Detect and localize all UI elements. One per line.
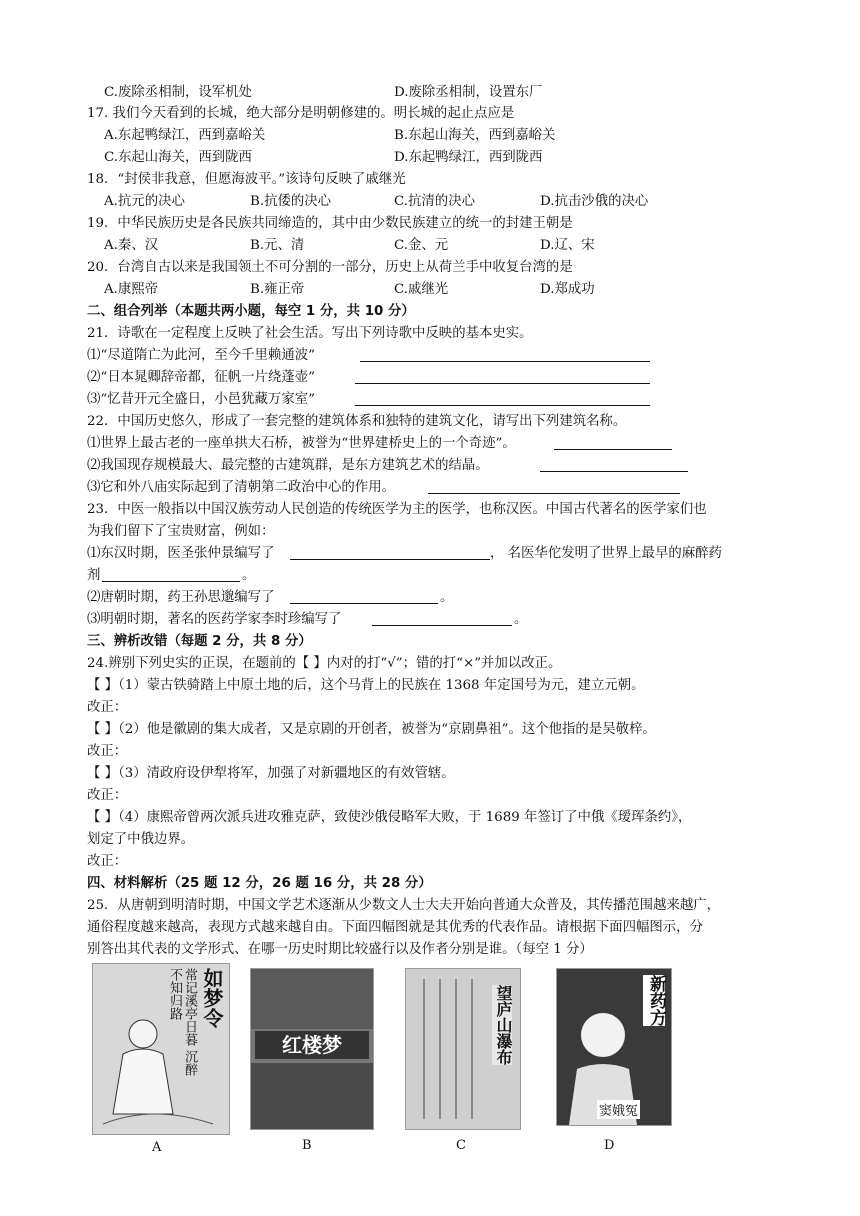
q23-answer-2[interactable] xyxy=(102,568,240,582)
q16-option-c: C.废除丞相制，设军机处 xyxy=(104,85,252,100)
q21-answer-3[interactable] xyxy=(355,392,650,406)
picture-b-bottom-scene xyxy=(251,1063,373,1129)
question-24: 24.辨别下列史实的正误，在题前的【 】内对的打“√”；错的打“×”并加以改正。 xyxy=(87,656,562,671)
caption-a: A xyxy=(152,1140,162,1155)
q23-item-1d: 。 xyxy=(242,568,256,583)
q23-answer-3[interactable] xyxy=(290,590,438,604)
question-19: 19．中华民族历史是各民族共同缔造的，其中由少数民族建立的统一的封建王朝是 xyxy=(87,216,573,231)
question-25-cont2: 别答出其代表的文学形式、在哪一历史时期比较盛行以及作者分别是谁。（每空 1 分） xyxy=(87,942,593,957)
caption-d: D xyxy=(604,1138,615,1153)
section-3-heading: 三、辨析改错（每题 2 分，共 8 分） xyxy=(87,634,312,649)
question-23: 23．中医一般指以中国汉族劳动人民创造的传统医学为主的医学，也称汉医。中国古代著名的医学家们也 xyxy=(87,502,707,517)
question-21: 21．诗歌在一定程度上反映了社会生活。写出下列诗歌中反映的基本史实。 xyxy=(87,326,533,341)
picture-b-top-scene xyxy=(251,969,373,1029)
picture-b-title: 红楼梦 xyxy=(255,1031,369,1059)
question-17: 17. 我们今天看到的长城，绝大部分是明朝修建的。明长城的起止点应是 xyxy=(87,106,515,121)
q24-item-4: 【 】（4）康熙帝曾两次派兵进攻雅克萨，致使沙俄侵略军大败，于 1689 年签订了中俄《瑷珲条约》， xyxy=(87,810,692,825)
picture-a xyxy=(92,963,230,1135)
q19-option-a: A.秦、汉 xyxy=(104,238,159,253)
picture-a-title: 如梦令 xyxy=(200,968,224,1028)
question-22: 22．中国历史悠久，形成了一套完整的建筑体系和独特的建筑文化，请写出下列建筑名称。 xyxy=(87,414,627,429)
picture-d xyxy=(556,968,672,1126)
caption-b: B xyxy=(302,1138,312,1153)
section-4-heading: 四、材料解析（25 题 12 分，26 题 16 分，共 28 分） xyxy=(87,876,432,891)
question-25-cont: 通俗程度越来越高，表现方式越来越自由。下面四幅图就是其优秀的代表作品。请根据下面四幅图示，分 xyxy=(87,920,703,935)
q24-fix-1: 改正： xyxy=(87,700,128,715)
q16-option-d: D.废除丞相制，设置东厂 xyxy=(394,85,543,100)
q23-item-2a: ⑵唐朝时期，药王孙思邈编写了 xyxy=(87,590,275,605)
q21-item-2: ⑵“日本晁卿辞帝都，征帆一片绕蓬壶” xyxy=(87,370,315,385)
q23-item-1a: ⑴东汉时期，医圣张仲景编写了 xyxy=(87,546,275,561)
q24-item-3: 【 】（3）清政府设伊犁将军，加强了对新疆地区的有效管辖。 xyxy=(87,766,455,781)
q23-answer-4[interactable] xyxy=(372,612,512,626)
picture-a-verse: 常记溪亭日暮 沉醉不知归路 xyxy=(167,968,197,1077)
q17-option-b: B.东起山海关，西到嘉峪关 xyxy=(394,128,556,143)
q18-option-a: A.抗元的决心 xyxy=(104,194,185,209)
question-20: 20．台湾自古以来是我国领土不可分割的一部分，历史上从荷兰手中收复台湾的是 xyxy=(87,260,573,275)
q21-item-1: ⑴“尽道隋亡为此河，至今千里赖通波” xyxy=(87,348,315,363)
q21-item-3: ⑶“忆昔开元全盛日，小邑犹藏万家室” xyxy=(87,392,315,407)
q20-option-a: A.康熙帝 xyxy=(104,282,159,297)
q23-item-3b: 。 xyxy=(514,612,528,627)
picture-c xyxy=(405,968,521,1130)
picture-c-title: 望庐山瀑布 xyxy=(494,985,513,1065)
q20-option-b: B.雍正帝 xyxy=(250,282,305,297)
q22-item-2: ⑵我国现存规模最大、最完整的古建筑群，是东方建筑艺术的结晶。 xyxy=(87,458,489,473)
q24-item-2: 【 】（2）他是徽剧的集大成者，又是京剧的开创者，被誉为“京剧鼻祖”。这个他指的是吴敬梓。 xyxy=(87,722,656,737)
q18-option-d: D.抗击沙俄的决心 xyxy=(540,194,649,209)
q23-item-3a: ⑶明朝时期，著名的医药学家李时珍编写了 xyxy=(87,612,342,627)
q17-option-d: D.东起鸭绿江，西到陇西 xyxy=(394,150,543,165)
q19-option-d: D.辽、宋 xyxy=(540,238,595,253)
q23-answer-1[interactable] xyxy=(290,546,490,560)
q20-option-c: C.戚继光 xyxy=(394,282,449,297)
caption-c: C xyxy=(456,1138,466,1153)
picture-d-title: 新药方 xyxy=(643,975,665,1026)
q24-fix-3: 改正： xyxy=(87,788,128,803)
q19-option-c: C.金、元 xyxy=(394,238,449,253)
q17-option-c: C.东起山海关，西到陇西 xyxy=(104,150,252,165)
q24-fix-2: 改正： xyxy=(87,744,128,759)
q23-item-2b: 。 xyxy=(440,590,454,605)
q18-option-b: B.抗倭的决心 xyxy=(250,194,332,209)
q22-answer-2[interactable] xyxy=(540,458,688,472)
q24-item-1: 【 】（1）蒙古铁骑踏上中原土地的后，这个马背上的民族在 1368 年定国号为元，建立元朝。 xyxy=(87,678,645,693)
q23-item-1b: ， 名医华佗发明了世界上最早的麻醉药 xyxy=(490,546,722,561)
picture-d-name: 窦娥冤 xyxy=(597,1100,640,1119)
q22-item-3: ⑶它和外八庙实际起到了清朝第二政治中心的作用。 xyxy=(87,480,395,495)
q18-option-c: C.抗清的决心 xyxy=(394,194,475,209)
picture-b xyxy=(250,968,374,1130)
q21-answer-2[interactable] xyxy=(355,370,650,384)
question-25: 25．从唐朝到明清时期，中国文学艺术逐渐从少数文人士大夫开始向普通大众普及，其传播范围越来越广， xyxy=(87,898,721,913)
q22-answer-1[interactable] xyxy=(554,436,672,450)
q22-answer-3[interactable] xyxy=(428,480,680,494)
q17-option-a: A.东起鸭绿江，西到嘉峪关 xyxy=(104,128,266,143)
question-23-cont: 为我们留下了宝贵财富，例如： xyxy=(87,524,275,539)
q22-item-1: ⑴世界上最古老的一座单拱大石桥，被誉为“世界建桥史上的一个奇迹”。 xyxy=(87,436,516,451)
q24-fix-4: 改正： xyxy=(87,854,128,869)
q20-option-d: D.郑成功 xyxy=(540,282,595,297)
question-18: 18．“封侯非我意，但愿海波平。”该诗句反映了戚继光 xyxy=(87,172,406,187)
section-2-heading: 二、组合列举（本题共两小题，每空 1 分，共 10 分） xyxy=(87,304,415,319)
q23-item-1c: 剂 xyxy=(87,568,101,583)
q24-item-4-cont: 划定了中俄边界。 xyxy=(87,832,195,847)
q21-answer-1[interactable] xyxy=(360,348,650,362)
q19-option-b: B.元、清 xyxy=(250,238,305,253)
